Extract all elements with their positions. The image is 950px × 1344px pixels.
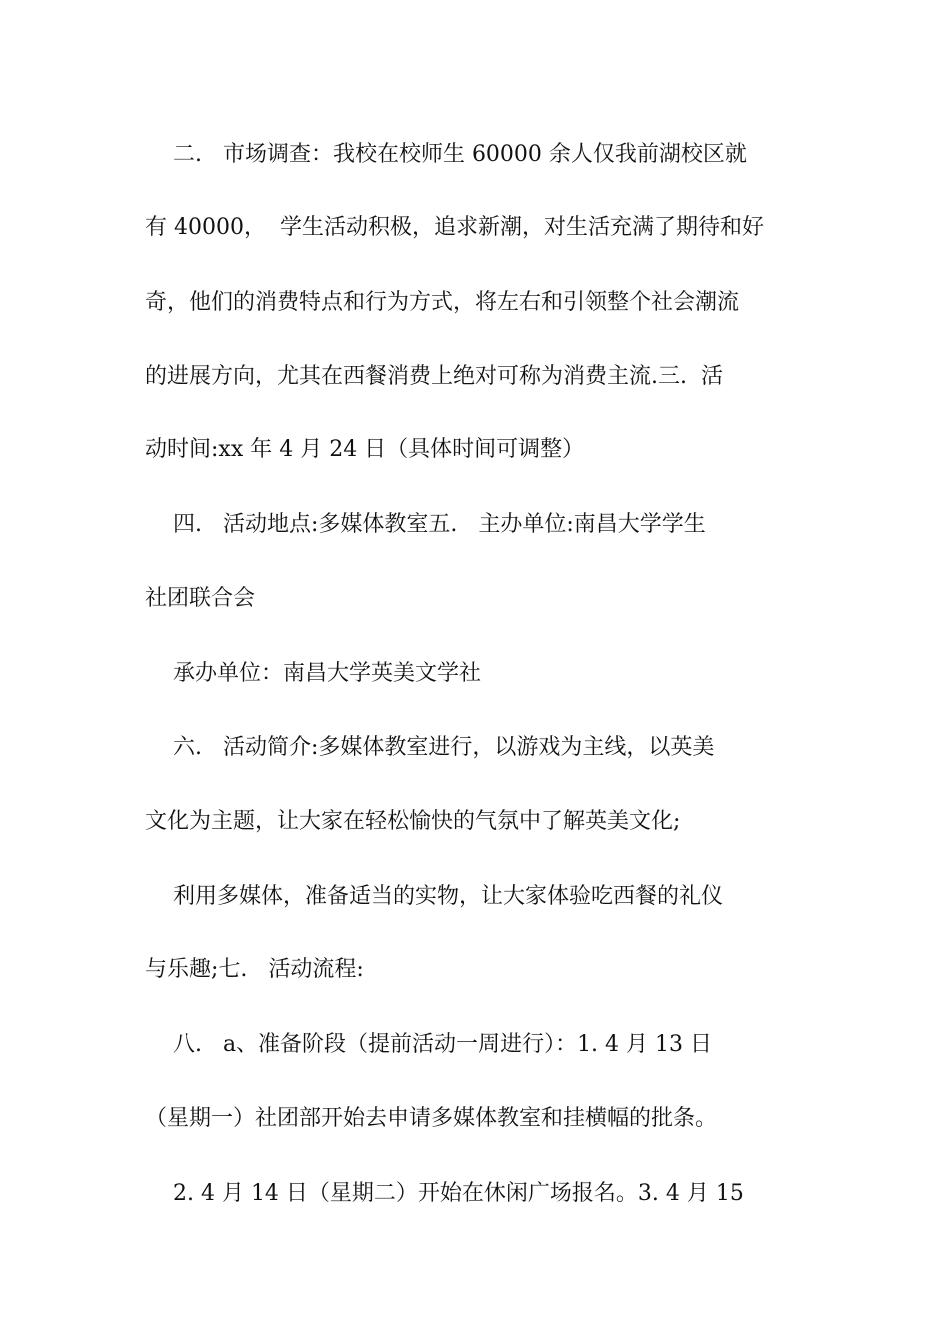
text-line: 四. 活动地点:多媒体教室五. 主办单位:南昌大学学生 xyxy=(145,512,706,537)
text-line: 承办单位：南昌大学英美文学社 xyxy=(145,661,481,686)
text-line: 二. 市场调查：我校在校师生 60000 余人仅我前湖校区就 xyxy=(145,142,747,167)
text-line: 与乐趣;七. 活动流程: xyxy=(145,957,364,982)
text-line: （星期一）社团部开始去申请多媒体教室和挂横幅的批条。 xyxy=(145,1106,718,1131)
text-line: 有 40000， 学生活动积极，追求新潮，对生活充满了期待和好 xyxy=(145,215,764,240)
text-line: 六. 活动简介:多媒体教室进行，以游戏为主线，以英美 xyxy=(145,735,715,760)
text-line: 动时间:xx 年 4 月 24 日（具体时间可调整） xyxy=(145,437,585,462)
text-line: 社团联合会 xyxy=(145,586,256,611)
text-line: 2. 4 月 14 日（星期二）开始在休闲广场报名。3. 4 月 15 xyxy=(145,1181,744,1206)
text-line: 奇，他们的消费特点和行为方式，将左右和引领整个社会潮流 xyxy=(145,290,740,315)
text-line: 八. a、准备阶段（提前活动一周进行）：1. 4 月 13 日 xyxy=(145,1032,713,1057)
text-line: 利用多媒体，准备适当的实物，让大家体验吃西餐的礼仪 xyxy=(145,884,723,909)
text-line: 文化为主题，让大家在轻松愉快的气氛中了解英美文化; xyxy=(145,809,681,834)
text-line: 的进展方向，尤其在西餐消费上绝对可称为消费主流.三. 活 xyxy=(145,364,723,389)
